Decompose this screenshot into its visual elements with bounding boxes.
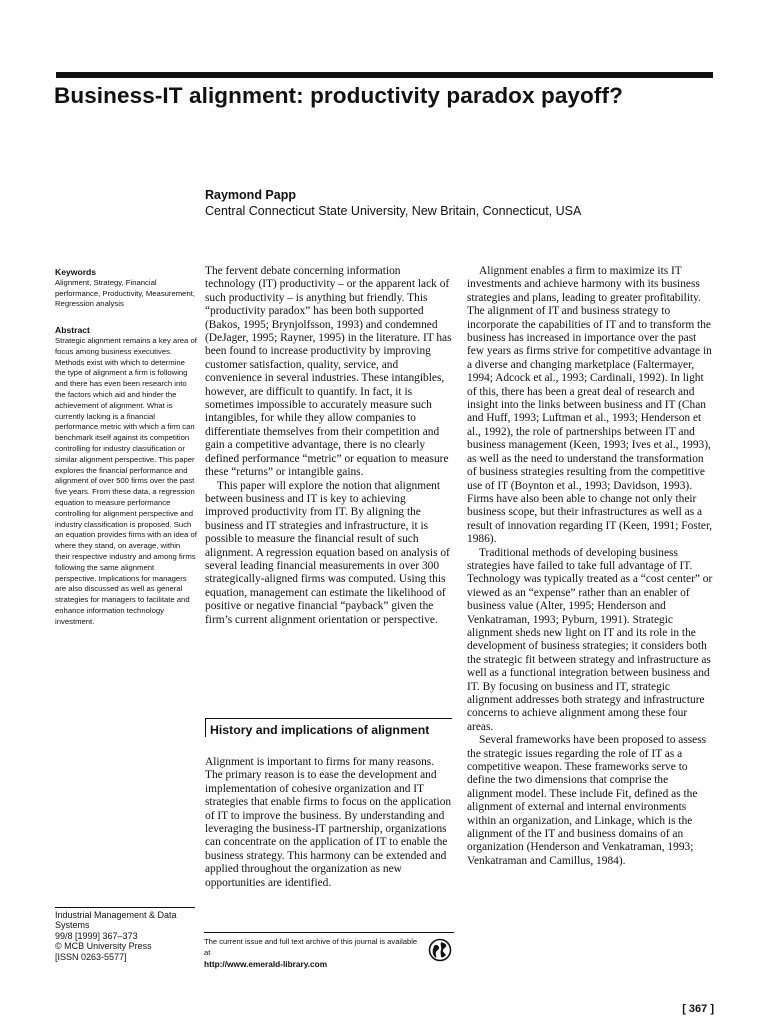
article-title: Business-IT alignment: productivity paradox payoff? — [54, 83, 623, 108]
body-column-1-bottom — [205, 756, 452, 890]
body-column-1-top — [205, 265, 452, 627]
journal-issn: [ISSN 0263-5577] — [55, 951, 127, 962]
history-paragraph-1: Alignment is important to firms for many reasons. The primary reason is to ease the development and implementation of cohesive organization and IT strategies that enable firms to focus on the application of IT to improve the business. By understanding and leveraging the business-IT partnership, organizations can concentrate on the application of IT to enable the business strategy. This harmony can be extended and applied throughout the organization as new opportunities are identified. — [205, 756, 452, 889]
intro-paragraph-2: This paper will explore the notion that alignment between business and IT is key to achieving improved productivity from IT. By aligning the business and IT strategies and infrastructure, it is possible to measure the financial result of such alignment. A regression equation based on analysis of several leading financial measurements in over 300 strategically-aligned firms was computed. Using this equation, management can estimate the likelihood of positive or negative financial “payback” given the firm’s current alignment orientation or perspective. — [205, 479, 450, 626]
col2-paragraph-2: Traditional methods of developing business strategies have failed to take full advantage of IT. Technology was typically treated as a “cost center” or viewed as an “expense” rather than an enabler of business value (Alter, 1995; Henderson and Venkatraman, 1993; Pyburn, 1991). Strategic alignment sheds new light on IT and its role in the development of business strategies; it considers both the strategic fit between strategy and infrastructure as well as a functional integration between business and IT. By focusing on business and IT, strategic alignment addresses both strategy and infrastructure concerns to achieve alignment among these four areas. — [467, 546, 713, 733]
section-heading: History and implications of alignment — [205, 718, 452, 737]
archive-notice-text: The current issue and full text archive of this journal is available at — [204, 937, 418, 957]
sidebar-keywords-abstract — [55, 267, 197, 628]
globe-icon — [428, 938, 452, 962]
author-affiliation: Central Connecticut State University, New Britain, Connecticut, USA — [205, 204, 582, 218]
archive-notice — [204, 932, 454, 970]
abstract-heading: Abstract — [55, 325, 90, 336]
author-name: Raymond Papp — [205, 188, 296, 202]
page-number: [ 367 ] — [682, 1003, 714, 1015]
keywords-text: Alignment, Strategy, Financial performance, Productivity, Measurement, Regression analysis — [55, 277, 195, 309]
abstract-text: Strategic alignment remains a key area of focus among business executives. Methods exist with which to determine the type of alignment a firm is following and there has even been research into the factors which aid and hinder the achievement of alignment. What is currently lacking is a financial performance metric with which a firm can benchmark itself against its competition controlling for industry classification or similar alignment perspective. This paper explores the financial performance and alignment of over 500 firms over the past five years. From these data, a regression equation to measure performance controlling for alignment perspective and industry classification is proposed. Such an equation provides firms with an idea of where they stand, on average, within their respective industry and among firms following the same alignment perspective. Implications for managers are also discussed as well as general strategies for managers to facilitate and enhance information technology investment. — [55, 335, 197, 626]
title-rule — [56, 72, 713, 78]
keywords-heading: Keywords — [55, 267, 97, 277]
journal-citation — [55, 907, 195, 962]
col2-paragraph-1: Alignment enables a firm to maximize its IT investments and achieve harmony with its business strategies and plans, leading to greater profitability. The alignment of IT and business strategy to incorporate the capabilities of IT and to transform the business has increased in importance over the past few years as firms strive for competitive advantage in a diverse and changing marketplace (Faltermayer, 1994; Adcock et al., 1993; Cardinali, 1992). In light of this, there has been a great deal of research and insight into the links between business and IT (Chan and Huff, 1993; Luftman et al., 1993; Henderson et al., 1992), the role of partnerships between IT and business management (Keen, 1993; Ives et al., 1993), as well as the need to understand the transformation of business strategies resulting from the competitive use of IT (Boynton et al., 1993; Davidson, 1993). Firms have also been able to change not only their business scope, but their infrastructures as well as a result of innovation regarding IT (Keen, 1991; Foster, 1986). — [467, 265, 713, 546]
intro-paragraph-1: The fervent debate concerning information technology (IT) productivity – or the apparent lack of such productivity – is anything but friendly. This “productivity paradox” has been both supported (Bakos, 1995; Brynjolfsson, 1993) and condemned (DeJager, 1995; Rayner, 1995) in the literature. IT has been found to increase productivity by improving customer satisfaction, quality, service, and convenience in several industries. These intangibles, however, are difficult to quantify. In fact, it is sometimes impossible to accurately measure such intangibles, for while they allow companies to differentiate themselves from their competition and gain a competitive advantage, there is no clearly defined performance “metric” or equation to measure these “returns” or intangible gains. — [205, 265, 452, 479]
archive-url-link[interactable]: http://www.emerald-library.com — [204, 959, 328, 969]
journal-volume: 99/8 [1999] 367–373 — [55, 930, 138, 941]
journal-copyright: © MCB University Press — [55, 941, 152, 952]
body-column-2 — [467, 265, 715, 868]
col2-paragraph-3: Several frameworks have been proposed to assess the strategic issues regarding the role of IT as a competitive weapon. These frameworks serve to define the two dimensions that comprise the alignment model. These include Fit, defined as the alignment of external and internal environments within an organization, and Linkage, which is the alignment of the IT and business domains of an organization (Henderson and Venkatraman, 1993; Venkatraman and Camillus, 1984). — [467, 734, 707, 867]
journal-name: Industrial Management & Data Systems — [55, 910, 177, 931]
